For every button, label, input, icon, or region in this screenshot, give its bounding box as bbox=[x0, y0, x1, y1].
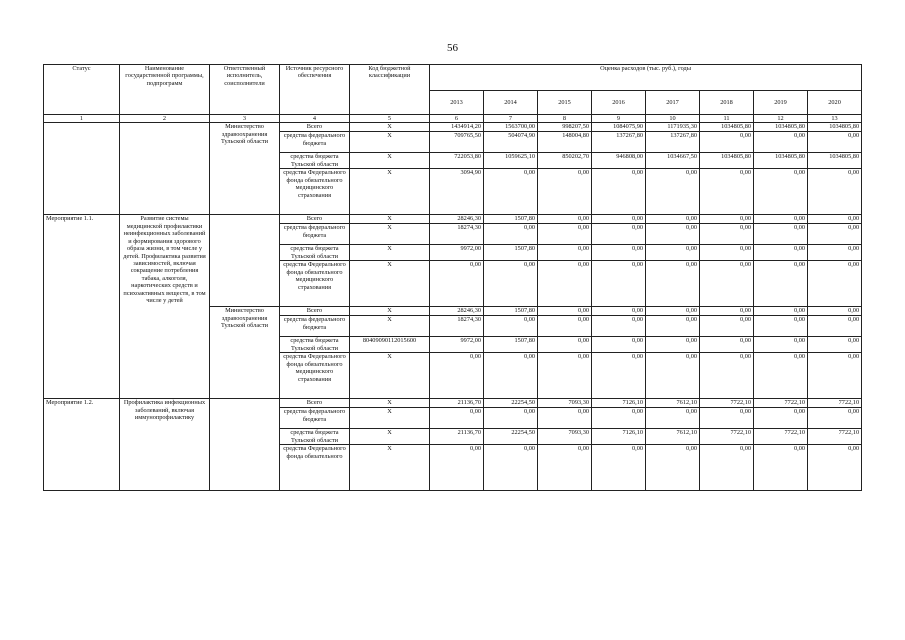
code-cell: X bbox=[350, 123, 430, 132]
value-cell: 0,00 bbox=[754, 132, 808, 153]
executor-cell bbox=[210, 215, 280, 307]
value-cell: 946808,00 bbox=[592, 153, 646, 169]
value-cell: 0,00 bbox=[646, 408, 700, 429]
value-cell: 7126,10 bbox=[592, 399, 646, 408]
value-cell: 0,00 bbox=[754, 261, 808, 307]
value-cell: 9972,00 bbox=[430, 245, 484, 261]
value-cell: 7612,10 bbox=[646, 399, 700, 408]
value-cell: 0,00 bbox=[592, 445, 646, 491]
value-cell: 998207,50 bbox=[538, 123, 592, 132]
value-cell: 0,00 bbox=[538, 224, 592, 245]
value-cell: 0,00 bbox=[592, 224, 646, 245]
value-cell: 0,00 bbox=[592, 215, 646, 224]
column-number: 8 bbox=[538, 115, 592, 123]
value-cell: 1034805,80 bbox=[808, 123, 862, 132]
value-cell: 0,00 bbox=[430, 408, 484, 429]
value-cell: 7612,10 bbox=[646, 429, 700, 445]
value-cell: 7126,10 bbox=[592, 429, 646, 445]
table-row bbox=[44, 123, 862, 132]
source-cell: Всего bbox=[280, 215, 350, 224]
value-cell: 0,00 bbox=[484, 224, 538, 245]
value-cell: 7093,30 bbox=[538, 429, 592, 445]
code-cell: X bbox=[350, 261, 430, 307]
value-cell: 18274,30 bbox=[430, 224, 484, 245]
value-cell: 0,00 bbox=[700, 316, 754, 337]
value-cell: 0,00 bbox=[646, 224, 700, 245]
value-cell: 1034805,80 bbox=[700, 123, 754, 132]
value-cell: 0,00 bbox=[808, 316, 862, 337]
value-cell: 0,00 bbox=[808, 245, 862, 261]
value-cell: 0,00 bbox=[808, 261, 862, 307]
value-cell: 0,00 bbox=[700, 245, 754, 261]
source-cell: средства федерального бюджета bbox=[280, 224, 350, 245]
executor-cell: Министерство здравоохранения Тульской области bbox=[210, 123, 280, 215]
value-cell: 0,00 bbox=[592, 408, 646, 429]
value-cell: 0,00 bbox=[754, 316, 808, 337]
program-name-cell: Профилактика инфекционных заболеваний, включая иммунопрофилактику bbox=[120, 399, 210, 491]
code-cell: X bbox=[350, 153, 430, 169]
executor-cell bbox=[210, 399, 280, 491]
program-name-cell bbox=[120, 123, 210, 215]
value-cell: 0,00 bbox=[700, 132, 754, 153]
column-number: 1 bbox=[44, 115, 120, 123]
value-cell: 0,00 bbox=[754, 169, 808, 215]
value-cell: 7722,10 bbox=[754, 399, 808, 408]
code-cell: X bbox=[350, 353, 430, 399]
value-cell: 7722,10 bbox=[754, 429, 808, 445]
value-cell: 137267,80 bbox=[646, 132, 700, 153]
value-cell: 0,00 bbox=[808, 445, 862, 491]
value-cell: 0,00 bbox=[592, 316, 646, 337]
value-cell: 0,00 bbox=[808, 353, 862, 399]
value-cell: 0,00 bbox=[484, 316, 538, 337]
code-cell: X bbox=[350, 408, 430, 429]
source-cell: средства бюджета Тульской области bbox=[280, 245, 350, 261]
source-cell: средства Федерального фонда обязательного медицинского страхования bbox=[280, 353, 350, 399]
header-estimate: Оценка расходов (тыс. руб.), годы bbox=[430, 65, 862, 91]
value-cell: 1563700,00 bbox=[484, 123, 538, 132]
code-cell: X bbox=[350, 169, 430, 215]
value-cell: 0,00 bbox=[700, 215, 754, 224]
value-cell: 0,00 bbox=[430, 261, 484, 307]
program-name-cell: Развитие системы медицинской профилактики неинфекционных заболеваний и формирования здорового образа жизни, в том числе у детей. Профилактика развития зависимостей, включая сокращение потребления табака, алкоголя, наркотических средств и психоактивных веществ, в том числе у детей bbox=[120, 215, 210, 399]
header-executor: Ответственный исполнитель, соисполнители bbox=[210, 65, 280, 115]
value-cell: 28246,30 bbox=[430, 215, 484, 224]
value-cell: 0,00 bbox=[754, 408, 808, 429]
source-cell: Всего bbox=[280, 307, 350, 316]
code-cell: X bbox=[350, 215, 430, 224]
value-cell: 0,00 bbox=[754, 445, 808, 491]
code-cell: X bbox=[350, 132, 430, 153]
value-cell: 1084075,90 bbox=[592, 123, 646, 132]
value-cell: 0,00 bbox=[808, 307, 862, 316]
value-cell: 0,00 bbox=[808, 224, 862, 245]
source-cell: средства бюджета Тульской области bbox=[280, 153, 350, 169]
value-cell: 1171935,30 bbox=[646, 123, 700, 132]
value-cell: 0,00 bbox=[538, 316, 592, 337]
value-cell: 1034805,80 bbox=[754, 153, 808, 169]
value-cell: 1034805,80 bbox=[700, 153, 754, 169]
value-cell: 0,00 bbox=[592, 261, 646, 307]
code-cell: X bbox=[350, 316, 430, 337]
code-cell: X bbox=[350, 245, 430, 261]
column-number: 5 bbox=[350, 115, 430, 123]
value-cell: 7722,10 bbox=[700, 399, 754, 408]
code-cell: X bbox=[350, 445, 430, 491]
header-year: 2019 bbox=[754, 91, 808, 115]
value-cell: 148004,80 bbox=[538, 132, 592, 153]
source-cell: средства федерального бюджета bbox=[280, 132, 350, 153]
value-cell: 1434914,20 bbox=[430, 123, 484, 132]
value-cell: 0,00 bbox=[484, 169, 538, 215]
value-cell: 1059625,10 bbox=[484, 153, 538, 169]
value-cell: 0,00 bbox=[700, 408, 754, 429]
source-cell: средства Федерального фонда обязательного медицинского страхования bbox=[280, 169, 350, 215]
value-cell: 1034805,80 bbox=[808, 153, 862, 169]
value-cell: 0,00 bbox=[808, 215, 862, 224]
status-cell bbox=[44, 123, 120, 215]
value-cell: 0,00 bbox=[700, 307, 754, 316]
value-cell: 0,00 bbox=[538, 245, 592, 261]
header-year: 2016 bbox=[592, 91, 646, 115]
column-number: 11 bbox=[700, 115, 754, 123]
value-cell: 0,00 bbox=[538, 337, 592, 353]
header-year: 2014 bbox=[484, 91, 538, 115]
value-cell: 0,00 bbox=[754, 215, 808, 224]
source-cell: средства Федерального фонда обязательного bbox=[280, 445, 350, 491]
column-number: 12 bbox=[754, 115, 808, 123]
value-cell: 0,00 bbox=[592, 169, 646, 215]
value-cell: 0,00 bbox=[484, 408, 538, 429]
value-cell: 0,00 bbox=[754, 224, 808, 245]
source-cell: средства федерального бюджета bbox=[280, 316, 350, 337]
header-source: Источник ресурсного обеспечения bbox=[280, 65, 350, 115]
value-cell: 0,00 bbox=[646, 445, 700, 491]
page-number: 56 bbox=[447, 42, 458, 54]
value-cell: 7722,10 bbox=[808, 399, 862, 408]
value-cell: 1034667,50 bbox=[646, 153, 700, 169]
value-cell: 0,00 bbox=[808, 337, 862, 353]
header-year: 2017 bbox=[646, 91, 700, 115]
value-cell: 850202,70 bbox=[538, 153, 592, 169]
executor-cell: Министерство здравоохранения Тульской области bbox=[210, 307, 280, 399]
header-year: 2018 bbox=[700, 91, 754, 115]
value-cell: 22254,50 bbox=[484, 429, 538, 445]
value-cell: 0,00 bbox=[754, 353, 808, 399]
value-cell: 0,00 bbox=[592, 307, 646, 316]
code-cell: 80409090112015600 bbox=[350, 337, 430, 353]
value-cell: 722053,80 bbox=[430, 153, 484, 169]
value-cell: 709765,50 bbox=[430, 132, 484, 153]
value-cell: 3094,90 bbox=[430, 169, 484, 215]
source-cell: средства федерального бюджета bbox=[280, 408, 350, 429]
source-cell: средства бюджета Тульской области bbox=[280, 429, 350, 445]
column-number: 6 bbox=[430, 115, 484, 123]
column-number: 2 bbox=[120, 115, 210, 123]
value-cell: 0,00 bbox=[646, 307, 700, 316]
status-cell: Мероприятие 1.1. bbox=[44, 215, 120, 399]
header-year: 2020 bbox=[808, 91, 862, 115]
value-cell: 0,00 bbox=[538, 408, 592, 429]
value-cell: 0,00 bbox=[484, 353, 538, 399]
value-cell: 7722,10 bbox=[808, 429, 862, 445]
value-cell: 0,00 bbox=[754, 245, 808, 261]
value-cell: 0,00 bbox=[646, 353, 700, 399]
value-cell: 0,00 bbox=[808, 132, 862, 153]
header-code: Код бюджетной классификации bbox=[350, 65, 430, 115]
column-number: 3 bbox=[210, 115, 280, 123]
value-cell: 0,00 bbox=[646, 316, 700, 337]
value-cell: 0,00 bbox=[700, 353, 754, 399]
value-cell: 22254,50 bbox=[484, 399, 538, 408]
header-year: 2013 bbox=[430, 91, 484, 115]
value-cell: 0,00 bbox=[592, 353, 646, 399]
value-cell: 0,00 bbox=[538, 445, 592, 491]
value-cell: 0,00 bbox=[808, 408, 862, 429]
column-number: 13 bbox=[808, 115, 862, 123]
code-cell: X bbox=[350, 224, 430, 245]
column-number: 7 bbox=[484, 115, 538, 123]
value-cell: 0,00 bbox=[430, 445, 484, 491]
value-cell: 0,00 bbox=[646, 245, 700, 261]
value-cell: 0,00 bbox=[538, 169, 592, 215]
value-cell: 0,00 bbox=[646, 169, 700, 215]
value-cell: 0,00 bbox=[646, 215, 700, 224]
code-cell: X bbox=[350, 307, 430, 316]
value-cell: 18274,30 bbox=[430, 316, 484, 337]
value-cell: 7093,30 bbox=[538, 399, 592, 408]
value-cell: 9972,00 bbox=[430, 337, 484, 353]
value-cell: 0,00 bbox=[646, 337, 700, 353]
budget-table bbox=[43, 64, 862, 491]
value-cell: 504074,90 bbox=[484, 132, 538, 153]
value-cell: 1507,80 bbox=[484, 337, 538, 353]
column-number: 10 bbox=[646, 115, 700, 123]
value-cell: 0,00 bbox=[700, 224, 754, 245]
value-cell: 1034805,80 bbox=[754, 123, 808, 132]
header-program: Наименование государственной программы, подпрограмм bbox=[120, 65, 210, 115]
value-cell: 0,00 bbox=[538, 353, 592, 399]
value-cell: 28246,30 bbox=[430, 307, 484, 316]
source-cell: Всего bbox=[280, 123, 350, 132]
value-cell: 0,00 bbox=[700, 337, 754, 353]
value-cell: 0,00 bbox=[700, 261, 754, 307]
value-cell: 0,00 bbox=[592, 337, 646, 353]
value-cell: 0,00 bbox=[646, 261, 700, 307]
value-cell: 0,00 bbox=[538, 307, 592, 316]
value-cell: 0,00 bbox=[538, 215, 592, 224]
value-cell: 7722,10 bbox=[700, 429, 754, 445]
source-cell: Всего bbox=[280, 399, 350, 408]
value-cell: 0,00 bbox=[808, 169, 862, 215]
status-cell: Мероприятие 1.2. bbox=[44, 399, 120, 491]
value-cell: 0,00 bbox=[484, 445, 538, 491]
value-cell: 0,00 bbox=[700, 169, 754, 215]
value-cell: 0,00 bbox=[538, 261, 592, 307]
table-row bbox=[44, 215, 862, 224]
value-cell: 0,00 bbox=[754, 307, 808, 316]
code-cell: X bbox=[350, 429, 430, 445]
table-row bbox=[44, 399, 862, 408]
source-cell: средства Федерального фонда обязательного медицинского страхования bbox=[280, 261, 350, 307]
column-number: 9 bbox=[592, 115, 646, 123]
code-cell: X bbox=[350, 399, 430, 408]
value-cell: 1507,80 bbox=[484, 245, 538, 261]
value-cell: 1507,80 bbox=[484, 307, 538, 316]
value-cell: 0,00 bbox=[430, 353, 484, 399]
header-status: Статус bbox=[44, 65, 120, 115]
header-year: 2015 bbox=[538, 91, 592, 115]
value-cell: 0,00 bbox=[592, 245, 646, 261]
value-cell: 0,00 bbox=[700, 445, 754, 491]
value-cell: 137267,80 bbox=[592, 132, 646, 153]
value-cell: 21136,70 bbox=[430, 399, 484, 408]
value-cell: 0,00 bbox=[754, 337, 808, 353]
value-cell: 21136,70 bbox=[430, 429, 484, 445]
column-number: 4 bbox=[280, 115, 350, 123]
value-cell: 1507,80 bbox=[484, 215, 538, 224]
source-cell: средства бюджета Тульской области bbox=[280, 337, 350, 353]
value-cell: 0,00 bbox=[484, 261, 538, 307]
